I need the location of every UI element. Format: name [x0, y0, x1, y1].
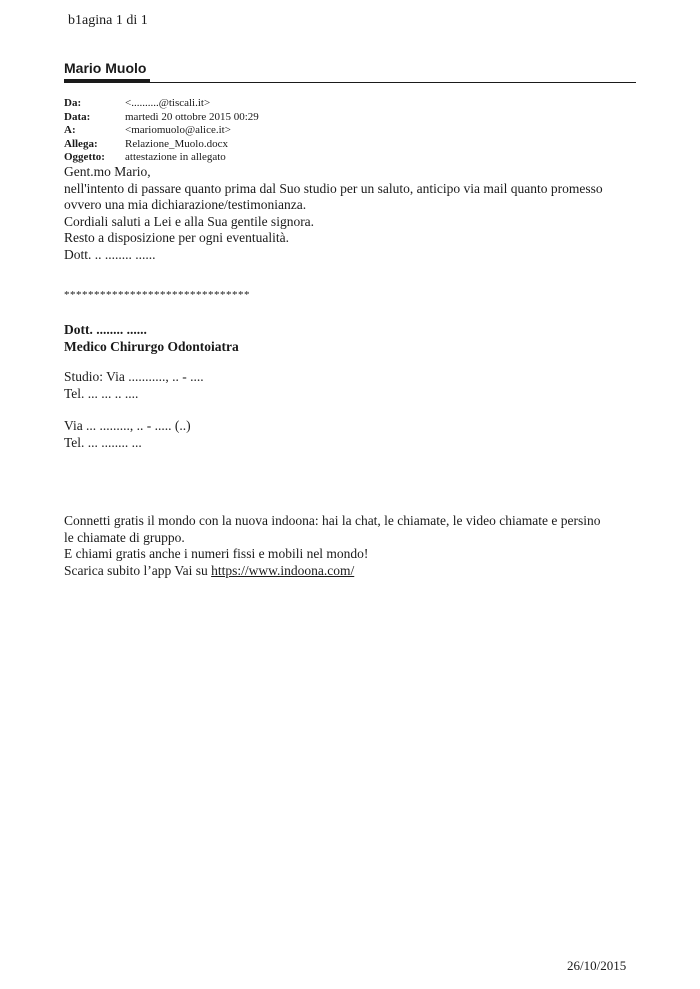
header-from: [64, 97, 259, 111]
print-date: 26/10/2015: [567, 958, 627, 973]
header-date: [64, 111, 259, 125]
body-line: Resto a disposizione per ogni eventualità.: [64, 230, 289, 245]
email-headers: [64, 97, 259, 165]
header-subject: [64, 151, 259, 165]
header-label: A:: [64, 124, 76, 136]
contact-line: Tel. ... ........ ...: [64, 435, 142, 450]
contact-line: Tel. ... ... .. ....: [64, 386, 139, 401]
contact-line: Via ... ........., .. - ..... (..): [64, 418, 191, 433]
contact-line: Studio: Via ..........., .. - ....: [64, 369, 204, 384]
indoona-link[interactable]: https://www.indoona.com/: [211, 562, 355, 578]
header-value: <mariomuolo@alice.it>: [125, 124, 231, 136]
signature-title: Medico Chirurgo Odontoiatra: [64, 339, 239, 354]
header-rule: [64, 82, 636, 83]
header-label: Allega:: [64, 137, 98, 150]
ad-line: E chiami gratis anche i numeri fissi e mobili nel mondo!: [64, 546, 369, 561]
header-value: Relazione_Muolo.docx: [125, 137, 228, 150]
header-value: <..........@tiscali.it>: [125, 97, 211, 109]
signature-name: Dott. ........ ......: [64, 322, 147, 337]
body-line: Gent.mo Mario,: [64, 164, 151, 179]
body-line: Dott. .. ........ ......: [64, 246, 156, 262]
ad-line: Connetti gratis il mondo con la nuova indoona: hai la chat, le chiamate, le video chiamate e persino: [64, 513, 601, 528]
email-body: [64, 164, 664, 263]
body-line: Cordiali saluti a Lei e alla Sua gentile signora.: [64, 213, 315, 229]
header-attachment: [64, 138, 259, 152]
separator: *******************************: [64, 289, 250, 301]
body-line: ovvero una mia dichiarazione/testimonianza.: [64, 197, 307, 212]
header-label: Data:: [64, 110, 91, 123]
advertisement: [64, 513, 664, 579]
header-label: Oggetto:: [64, 151, 105, 163]
header-value: martedì 20 ottobre 2015 00:29: [125, 110, 259, 123]
header-label: Da:: [64, 97, 82, 109]
ad-prefix: Scarica subito l’app Vai su: [64, 562, 212, 578]
ad-line: le chiamate di gruppo.: [64, 529, 185, 545]
mailbox-owner: Mario Muolo: [64, 60, 147, 76]
header-value: attestazione in allegato: [125, 151, 226, 163]
contacts-studio: [64, 368, 204, 402]
contacts-secondary: [64, 417, 191, 451]
ad-line-link: [64, 563, 664, 580]
signature: [64, 321, 239, 355]
page-label: b1agina 1 di 1: [68, 13, 148, 28]
header-to: [64, 124, 259, 138]
body-line: nell'intento di passare quanto prima dal Suo studio per un saluto, anticipo via mail quanto promesso: [64, 180, 603, 196]
